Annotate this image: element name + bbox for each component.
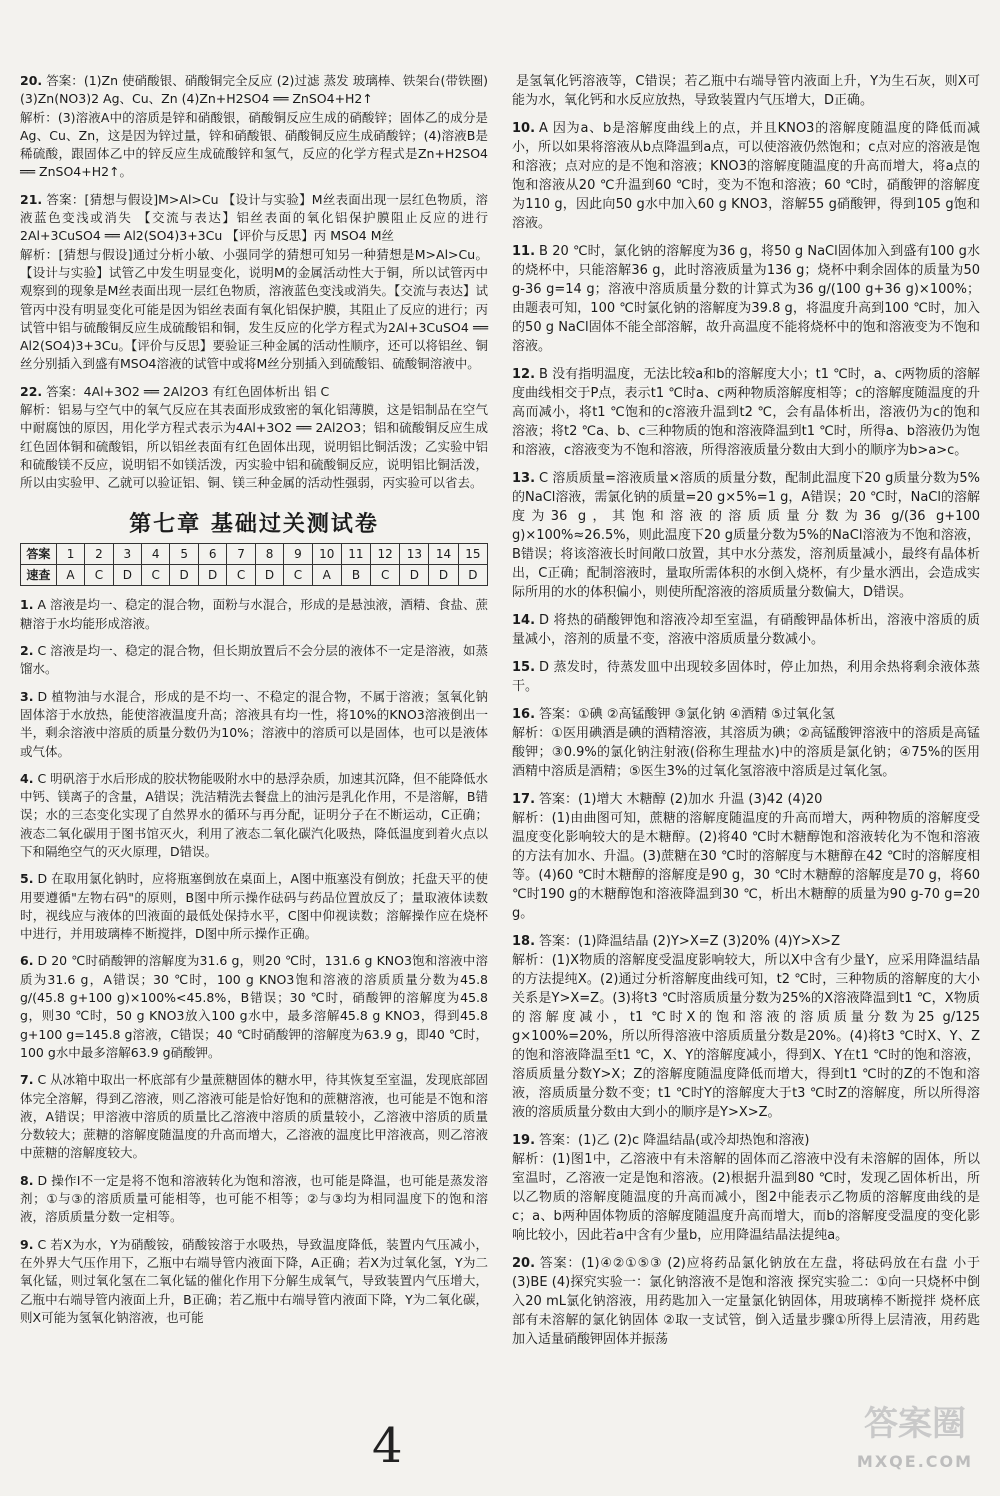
item-number: 2. [20, 643, 34, 659]
right-column [512, 72, 980, 1358]
answer-key-cell: 12 [371, 543, 400, 564]
item-number: 5. [20, 871, 34, 887]
answer-item [20, 1071, 488, 1162]
answer-key-cell: 6 [198, 543, 226, 564]
item-text: D 植物油与水混合，形成的是不均一、不稳定的混合物，不属于溶液；氢氧化钠固体溶于水放热，能使溶液温度升高；溶液具有均一性，将10%的KNO3溶液倒出一半，剩余溶液中溶质的质量分数仍为10%；溶液中的溶质可以是固体，也可以是液体或气体。 [20, 688, 488, 759]
answer-key-cell: 2 [85, 543, 113, 564]
item-answer: 答案：4Al+3O2 ══ 2Al2O3 有红色固体析出 铝 C [46, 383, 330, 399]
answer-item [20, 870, 488, 943]
answer-item [512, 469, 980, 602]
item-answer: 答案：(1)Zn 使硝酸银、硝酸铜完全反应 (2)过滤 蒸发 玻璃棒、铁架台(带铁圈) (3)Zn(NO3)2 Ag、Cu、Zn (4)Zn+H2SO4 ══ ZnSO4+H2↑ [20, 73, 488, 107]
answer-key-cell: 8 [255, 543, 283, 564]
answer-item [20, 642, 488, 679]
item-text: D 20 ℃时硝酸钾的溶解度为31.6 g，则20 ℃时，131.6 g KNO3饱和溶液中溶质为31.6 g，A错误；30 ℃时，100 g KNO3饱和溶液的溶质质量分数为45.8 g/(45.8 g+100 g)×100%<45.8%，B错误；30 ℃时，硝酸钾的溶解度为45.8 g，则30 ℃时，50 g KNO3放入100 g水中，最多溶解45.8 g KNO3，得到45.8 g+100 g=145.8 g溶液，C错误；40 ℃时硝酸钾的溶解度为63.9 g，即40 ℃时，100 g水中最多溶解63.9 g硝酸钾。 [20, 953, 488, 1060]
item-explanation: 解析：铝易与空气中的氧气反应在其表面形成致密的氧化铝薄膜，这是铝制品在空气中耐腐蚀的原因，用化学方程式表示为4Al+3O2 ══ 2Al2O3；铝和硫酸铜反应生成红色固体铜和硫酸铝，所以铝丝表面有红色固体出现，说明铝比铜活泼；乙实验中铝和硫酸镁不反应，说明铝不如镁活泼，丙实验中铝和硫酸铜反应，说明铝比铜活泼，所以由实验甲、乙就可以验证铝、铜、镁三种金属的活动性强弱，丙实验可以省去。 [20, 402, 488, 491]
answer-item [512, 72, 980, 110]
item-text: D 在取用氯化钠时，应将瓶塞倒放在桌面上，A图中瓶塞没有倒放；托盘天平的使用要遵循"左物右码"的原则，B图中所示操作砝码与药品位置放反了；量取液体读数时，视线应与液体的凹液面的最低处保持水平，C图中仰视读数；溶解操作应在烧杯中进行，并用玻璃棒不断搅拌，D图中所示操作正确。 [20, 871, 488, 942]
answer-item [512, 705, 980, 781]
item-text: D 蒸发时，待蒸发皿中出现较多固体时，停止加热，利用余热将剩余液体蒸干。 [512, 660, 980, 694]
answer-item [20, 383, 488, 493]
answer-key-cell: 4 [142, 543, 170, 564]
item-text: C 溶液是均一、稳定的混合物，但长期放置后不会分层的液体不一定是溶液，如蒸馏水。 [20, 643, 488, 677]
item-text: 答案：(1)降温结晶 (2)Y>X=Z (3)20% (4)Y>X>Z [539, 934, 841, 949]
answer-key-cell: D [429, 565, 458, 586]
answer-key-row-head: 速查 [21, 565, 57, 586]
answer-key-cell: B [341, 565, 370, 586]
answer-item [20, 688, 488, 761]
answer-key-cell: 11 [341, 543, 370, 564]
answer-key-cell: D [458, 565, 487, 586]
answer-key-row [21, 565, 488, 586]
item-text: A 溶液是均一、稳定的混合物，面粉与水混合，形成的是悬浊液，酒精、食盐、蔗糖溶于水均能形成溶液。 [20, 597, 488, 631]
item-number: 8. [20, 1172, 34, 1188]
answer-item [512, 242, 980, 356]
answer-item [20, 952, 488, 1062]
item-text: 答案：(1)④②①⑤③ (2)应将药品氯化钠放在左盘，将砝码放在右盘 小于 (3)BE (4)探究实验一：氯化钠溶液不是饱和溶液 探究实验二：①向一只烧杯中倒入20 mL氯化钠溶液，用药匙加入一定量氯化钠固体，用玻璃棒不断搅拌 烧杯底部有未溶解的氯化钠固体 ②取一支试管，倒入适量步骤①所得上层清液，用药匙加入适量硝酸钾固体并振荡 [512, 1256, 980, 1347]
section-title: 第七章 基础过关测试卷 [129, 510, 379, 537]
answer-item [20, 191, 488, 374]
answer-item [512, 365, 980, 460]
item-text: 是氢氧化钙溶液等，C错误；若乙瓶中右端导管内液面上升，Y为生石灰，则X可能为水，氧化钙和水反应放热，导致装置内气压增大，D正确。 [512, 74, 980, 108]
item-number: 13. [512, 471, 536, 486]
item-number: 18. [512, 934, 536, 949]
item-number: 15. [512, 660, 536, 675]
item-number: 3. [20, 688, 34, 704]
answer-key-cell: D [198, 565, 226, 586]
item-text: D 将热的硝酸钾饱和溶液冷却至室温，有硝酸钾晶体析出，溶液中溶质的质量减小，溶剂的质量不变，溶液中溶质质量分数减小。 [512, 613, 980, 647]
answer-key-cell: A [312, 565, 341, 586]
item-number: 14. [512, 613, 536, 628]
item-explanation: 解析：①医用碘酒是碘的酒精溶液，其溶质为碘；②高锰酸钾溶液中的溶质是高锰酸钾；③0.9%的氯化钠注射液(俗称生理盐水)中的溶质是氯化钠；④75%的医用酒精中溶质是酒精；⑤医生3%的过氧化氢溶液中溶质是过氧化氢。 [512, 726, 980, 779]
item-text: D 操作Ⅰ不一定是将不饱和溶液转化为饱和溶液，也可能是降温，也可能是蒸发溶剂；①与③的溶质质量可能相等，也可能不相等；②与③均为相同温度下的饱和溶液，溶质质量分数一定相等。 [20, 1172, 488, 1225]
item-explanation: 解析：(1)图1中，乙溶液中有未溶解的固体而乙溶液中没有未溶解的固体，所以室温时，乙溶液一定是饱和溶液。(2)根据升温到80 ℃时，发现乙固体析出，所以乙物质的溶解度随温度的升高而减小，图2中能表示乙物质的溶解度曲线的是c；a、b两种固体物质的溶解度随温度升高而增大，而b的溶解度受温度的变化影响比较小，因此若a中含有少量b，应用降温结晶法提纯a。 [512, 1152, 980, 1243]
answer-key-cell: 13 [400, 543, 429, 564]
item-text: C 若X为水，Y为硝酸铵，硝酸铵溶于水吸热，导致温度降低，装置内气压减小，在外界大气压作用下，乙瓶中右端导管内液面下降，A正确；若X为过氧化氢，Y为二氧化锰，则过氧化氢在二氧化锰的催化作用下分解生成氧气，导致装置内气压增大，乙瓶中右端导管内液面上升，B正确；若乙瓶中右端导管内液面下降，Y为二氧化碳，则X可能为氢氧化钠溶液，也可能 [20, 1236, 488, 1325]
item-number: 22. [20, 383, 43, 399]
answer-key-cell: 9 [284, 543, 312, 564]
answer-key-cell: 1 [56, 543, 84, 564]
item-explanation: 解析：(1)由曲图可知，蔗糖的溶解度随温度的升高而增大，两种物质的溶解度受温度变化影响较大的是木糖醇。(2)将40 ℃时木糖醇饱和溶液转化为不饱和溶液的方法有加水、升温。(3)蔗糖在30 ℃时的溶解度与木糖醇在42 ℃时的溶解度相等。(4)60 ℃时木糖醇的溶解度是90 g，30 ℃时木糖醇的溶解度是70 g，将60 ℃时190 g的木糖醇饱和溶液降温到30 ℃，析出木糖醇的质量为90 g-70 g=20 g。 [512, 811, 980, 921]
answer-key-cell: 3 [113, 543, 141, 564]
answer-key-cell: D [113, 565, 141, 586]
answer-key-cell: D [255, 565, 283, 586]
page-number: 4 [372, 1418, 403, 1474]
item-text: A 因为a、b是溶解度曲线上的点，并且KNO3的溶解度随温度的降低而减小，所以如果将溶液从b点降温到a点，可以使溶液仍然饱和；c点对应的溶液是饱和溶液；点对应的是不饱和溶液；KNO3的溶解度随温度的升高而增大，将a点的饱和溶液从20 ℃升温到60 ℃时，变为不饱和溶液；60 ℃时，硝酸钾的溶解度为110 g，因此向50 g水中加入60 g KNO3，溶解55 g硝酸钾，得到105 g饱和溶液。 [512, 121, 980, 231]
answer-key-cell: 15 [458, 543, 487, 564]
answer-key-cell: C [142, 565, 170, 586]
item-text: 答案：(1)增大 木糖醇 (2)加水 升温 (3)42 (4)20 [539, 792, 823, 807]
item-explanation: 解析：(1)X物质的溶解度受温度影响较大，所以X中含有少量Y，应采用降温结晶的方法提纯X。(2)通过分析溶解度曲线可知，t2 ℃时，三种物质的溶解度的大小关系是Y>X=Z。(3)将t3 ℃时溶质质量分数为25%的X溶液降温到t1 ℃，X物质的溶解度减小，t1 ℃时X的饱和溶液的溶质质量分数为25 g/125 g×100%=20%，所以所得溶液中溶质质量分数是20%。(4)将t3 ℃时X、Y、Z的饱和溶液降温至t1 ℃，X、Y的溶解度减小，得到X、Y在t1 ℃时的饱和溶液，溶质质量分数Y>X；Z的溶解度随温度降低而增大，得到t1 ℃时的Z的不饱和溶液，溶质质量分数不变；t1 ℃时Y的溶解度大于t3 ℃时Z的溶解度，所以所得溶液的溶质质量分数由大到小的顺序是Y>X>Z。 [512, 953, 980, 1120]
answer-key-row [21, 543, 488, 564]
answer-key-cell: 14 [429, 543, 458, 564]
item-number: 10. [512, 121, 536, 136]
answer-key-row-head: 答案 [21, 543, 57, 564]
item-answer: 答案：[猜想与假设]M>Al>Cu 【设计与实验】M丝表面出现一层红色物质，溶液蓝色变浅或消失 【交流与表达】铝丝表面的氧化铝保护膜阻止反应的进行 2Al+3CuSO4 ══ Al2(SO4)3+3Cu 【评价与反思】丙 MSO4 M丝 [20, 191, 488, 244]
answer-key-cell: 5 [170, 543, 198, 564]
item-number: 6. [20, 953, 34, 969]
answer-item [20, 1172, 488, 1227]
item-number: 19. [512, 1133, 536, 1148]
item-text: B 20 ℃时，氯化钠的溶解度为36 g，将50 g NaCl固体加入到盛有100 g水的烧杯中，只能溶解36 g，此时溶液质量为136 g；烧杯中剩余固体的质量为50 g-36 g=14 g；溶液中溶质质量分数的计算式为36 g/(100 g+36 g)×100%；由题表可知，100 ℃时氯化钠的溶解度为39.8 g，将温度升高到100 ℃时，加入的50 g NaCl固体不能全部溶解，故升高温度不能将烧杯中的饱和溶液变为不饱和溶液。 [512, 244, 980, 354]
answer-item [512, 611, 980, 649]
answer-key-cell: D [170, 565, 198, 586]
item-text: B 没有指明温度，无法比较a和b的溶解度大小；t1 ℃时，a、c两物质的溶解度曲线相交于P点，表示t1 ℃时a、c两种物质溶解度相等；c的溶解度随温度的升高而减小，将t1 ℃饱和的c溶液升温到t2 ℃，会有晶体析出，溶液仍为c的饱和溶液；将t2 ℃a、b、c三种物质的饱和溶液降温到t1 ℃时，所得a、b溶液仍为饱和溶液，c溶液变为不饱和溶液，所得溶液质量分数由大到小的顺序为b>a>c。 [512, 367, 980, 458]
item-number: 16. [512, 707, 536, 722]
answer-key-cell: A [56, 565, 84, 586]
answer-key-cell: 7 [227, 543, 255, 564]
answer-key-cell: 10 [312, 543, 341, 564]
answer-item [512, 658, 980, 696]
item-number: 21. [20, 191, 43, 207]
answer-key-cell: C [284, 565, 312, 586]
watermark-logo: 答案圈 MXQE.COM [856, 1404, 974, 1471]
answer-item [20, 770, 488, 861]
item-number: 17. [512, 792, 536, 807]
left-column [20, 72, 488, 1336]
answer-key-table [20, 543, 488, 587]
item-explanation: 解析：(3)溶液A中的溶质是锌和硝酸银，硝酸铜反应生成的硝酸锌；固体乙的成分是Ag、Cu、Zn，这是因为锌过量，锌和硝酸银、硝酸铜反应生成硝酸锌；(4)溶液B是稀硫酸，跟固体乙中的锌反应生成硫酸锌和氢气，反应的化学方程式是Zn+H2SO4 ══ ZnSO4+H2↑。 [20, 109, 488, 180]
item-number: 20. [20, 73, 43, 88]
item-text: 答案：①碘 ②高锰酸钾 ③氯化钠 ④酒精 ⑤过氧化氢 [539, 707, 835, 722]
answer-key-cell: D [400, 565, 429, 586]
item-explanation: 解析：[猜想与假设]通过分析小敏、小强同学的猜想可知另一种猜想是M>Al>Cu。【设计与实验】试管乙中发生明显变化，说明M的金属活动性大于铜，所以试管丙中观察到的现象是M丝表面出现一层红色物质，溶液蓝色变浅或消失。【交流与表达】试管丙中没有明显变化可能是因为铝丝表面有氧化铝保护膜，其阻止了反应的进行；丙试管中铝与硫酸铜反应生成硫酸铝和铜，发生反应的化学方程式为2Al+3CuSO4 ══ Al2(SO4)3+3Cu。【评价与反思】要验证三种金属的活动性顺序，还可以将铝丝、铜丝分别插入到盛有MSO4溶液的试管中或将M丝分别插入到硫酸铝、硫酸铜溶液中。 [20, 246, 488, 372]
answer-item [512, 1131, 980, 1245]
answer-item [512, 1254, 980, 1349]
item-number: 20. [512, 1256, 536, 1271]
item-number: 11. [512, 244, 536, 259]
answer-item [20, 596, 488, 633]
answer-key-cell: C [227, 565, 255, 586]
answer-item [512, 790, 980, 923]
answer-item [20, 1236, 488, 1327]
item-text: C 从冰箱中取出一杯底部有少量蔗糖固体的糖水甲，待其恢复至室温，发现底部固体完全溶解，得到乙溶液，则乙溶液可能是恰好饱和的蔗糖溶液，也可能是不饱和溶液，A错误；甲溶液中溶质的质量比乙溶液中溶质的质量较小，乙溶液中溶质的质量分数较大；蔗糖的溶解度随温度的升高而增大，乙溶液的温度比甲溶液高，则乙溶液中蔗糖的溶解度较大。 [20, 1072, 488, 1161]
item-number: 4. [20, 770, 34, 786]
item-number: 12. [512, 367, 536, 382]
answer-item [512, 119, 980, 233]
item-text: 答案：(1)乙 (2)c 降温结晶(或冷却热饱和溶液) [539, 1133, 810, 1148]
answer-key-cell: C [371, 565, 400, 586]
answer-item [512, 932, 980, 1122]
item-text: C 溶质质量=溶液质量×溶质的质量分数，配制此温度下20 g质量分数为5%的NaCl溶液，需氯化钠的质量=20 g×5%=1 g，A错误；20 ℃时，NaCl的溶解度为36 g，其饱和溶液的溶质质量分数为36 g/(36 g+100 g)×100%≈26.5%，则此温度下20 g质量分数为5%的NaCl溶液为不饱和溶液，B错误；将该溶液长时间敞口放置，其中水分蒸发，溶剂质量减小，最终有晶体析出，C正确；配制溶液时，量取所需体积的水倒入烧杯，有少量水洒出，会造成实际所用的水的体积偏小，则使所配溶液的溶质质量分数偏大，D错误。 [512, 471, 980, 600]
answer-key-cell: C [85, 565, 113, 586]
item-text: C 明矾溶于水后形成的胶状物能吸附水中的悬浮杂质，加速其沉降，但不能降低水中钙、镁离子的含量，A错误；洗洁精洗去餐盘上的油污是乳化作用，不是溶解，B错误；水的三态变化实现了自然界水的循环与再分配，证明分子在不断运动，C正确；液态二氧化碳用于图书馆灭火，利用了液态二氧化碳汽化吸热，降低温度到着火点以下和隔绝空气的灭火原理，D错误。 [20, 770, 488, 859]
answer-item [20, 72, 488, 182]
item-number: 7. [20, 1072, 34, 1088]
item-number: 9. [20, 1236, 34, 1252]
item-number: 1. [20, 597, 34, 613]
